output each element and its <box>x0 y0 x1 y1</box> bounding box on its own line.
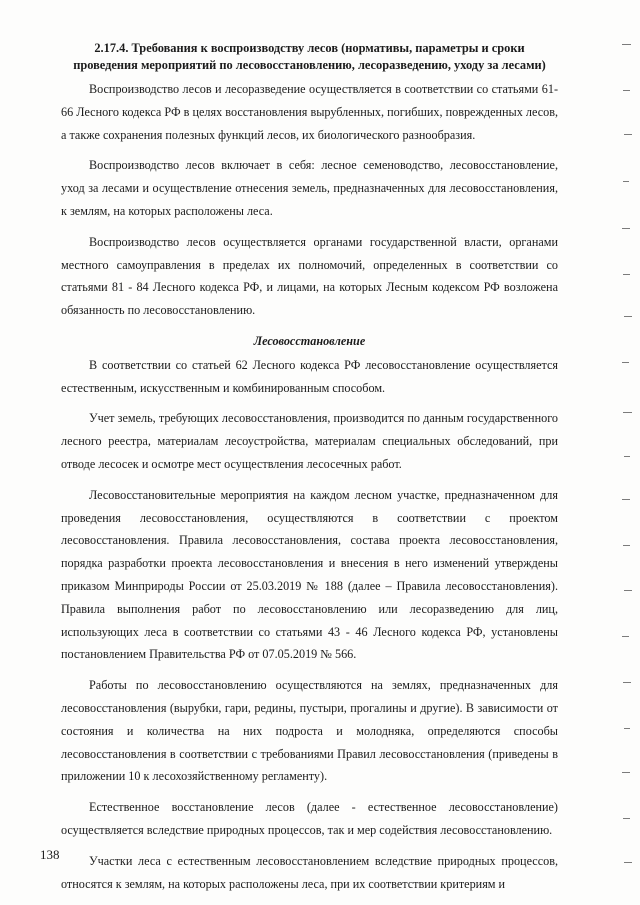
edge-mark <box>623 90 630 91</box>
edge-mark <box>624 316 632 317</box>
binding-edge-marks <box>620 0 640 905</box>
page-number: 138 <box>40 847 60 862</box>
edge-mark <box>624 134 632 135</box>
subsection-heading: Лесовосстановление <box>253 333 366 348</box>
edge-mark <box>624 728 630 729</box>
paragraph: Учет земель, требующих лесовосстановления, производится по данным государственного лесного реестра, материалам лесоустройства, материалам специальных обследований, при отводе лесосек и осмотре мест осуществления лесосечных работ. <box>61 411 558 471</box>
edge-mark <box>623 412 632 413</box>
edge-mark <box>622 228 630 229</box>
edge-mark <box>624 862 632 863</box>
paragraph: В соответствии со статьей 62 Лесного кодекса РФ лесовосстановление осуществляется естественным, искусственным и комбинированным способом. <box>61 357 558 395</box>
edge-mark <box>623 545 630 546</box>
paragraph: Воспроизводство лесов включает в себя: лесное семеноводство, лесовосстановление, уход за лесами и осуществление отнесения земель, предназначенных для лесовосстановления, к землям, на которых расположены леса. <box>61 158 558 218</box>
edge-mark <box>622 44 631 45</box>
paragraph: Лесовосстановительные мероприятия на каждом лесном участке, предназначенном для проведения лесовосстановления, осуществляются в соответствии с проектом лесовосстановления. Правила лесовосстановления, состава проекта лесовосстановления, порядка разработки проекта лесовосстановления и внесения в него изменений утверждены приказом Минприроды России от 25.03.2019 № 188 (далее – Правила лесовосстановления). Правила выполнения работ по лесовосстановлению или лесоразведению для лиц, использующих леса в соответствии со статьями 43 - 46 Лесного кодекса РФ, установлены постановлением Правительства РФ от 07.05.2019 № 566. <box>61 487 558 662</box>
edge-mark <box>623 682 631 683</box>
edge-mark <box>623 818 630 819</box>
edge-mark <box>622 772 630 773</box>
paragraph: Участки леса с естественным лесовосстановлением вследствие природных процессов, относятся к землям, на которых расположены леса, при их соответствии критериям и <box>61 853 558 891</box>
edge-mark <box>622 499 630 500</box>
page-body <box>61 40 558 903</box>
edge-mark <box>623 181 629 182</box>
paragraph: Воспроизводство лесов и лесоразведение осуществляется в соответствии со статьями 61-66 Лесного кодекса РФ в целях восстановления вырубленных, погибших, поврежденных лесов, а также сохранения полезных функций лесов, их биологического разнообразия. <box>61 82 558 142</box>
paragraph: Работы по лесовосстановлению осуществляются на землях, предназначенных для лесовосстановления (вырубки, гари, редины, пустыри, прогалины и другие). В зависимости от состояния и количества на них подроста и молодняка, определяются способы лесовосстановления в соответствии с требованиями Правил лесовосстановления (приведены в приложении 10 к лесохозяйственному регламенту). <box>61 678 558 784</box>
edge-mark <box>622 636 629 637</box>
edge-mark <box>624 590 632 591</box>
section-heading: 2.17.4. Требования к воспроизводству лесов (нормативы, параметры и сроки проведения мероприятий по лесовосстановлению, лесоразведению, уходу за лесами) <box>73 41 546 72</box>
paragraph: Воспроизводство лесов осуществляется органами государственной власти, органами местного самоуправления в пределах их полномочий, определенных в соответствии со статьями 81 - 84 Лесного кодекса РФ, и лицами, на которых Лесным кодексом РФ возложена обязанность по лесовосстановлению. <box>61 234 558 318</box>
edge-mark <box>624 456 630 457</box>
edge-mark <box>623 274 630 275</box>
edge-mark <box>622 362 629 363</box>
paragraph: Естественное восстановление лесов (далее - естественное лесовосстановление) осуществляется вследствие природных процессов, так и мер содействия лесовосстановлению. <box>61 800 558 837</box>
